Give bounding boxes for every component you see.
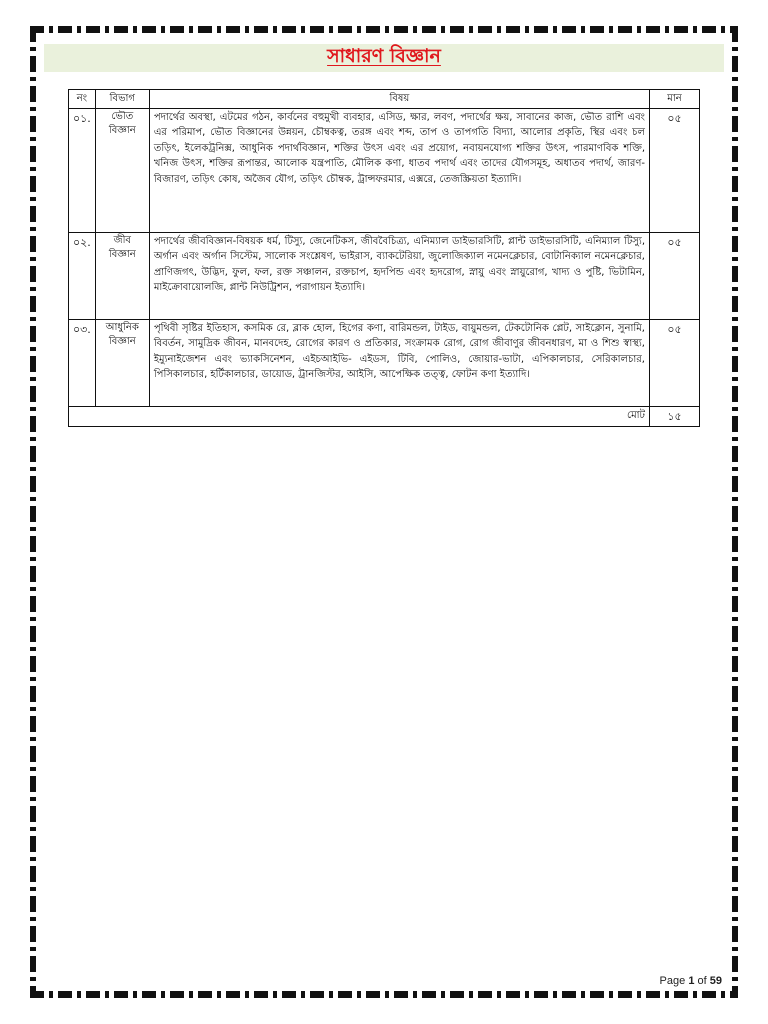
row-marks: ০৫: [650, 108, 700, 232]
row-subject: পদার্থের অবস্থা, এটমের গঠন, কার্বনের বহুমুখী ব্যবহার, এসিড, ক্ষার, লবণ, পদার্থের ক্ষয়, সাবানের কাজ, ভৌত রাশি এবং এর পরিমাপ, ভৌত বিজ্ঞানের উন্নয়ন, চৌম্বকত্ব, তরঙ্গ এবং শব্দ, তাপ ও তাপগতি বিদ্যা, আলোর প্রকৃতি, স্থির এবং চল তড়িৎ, ইলেকট্রনিক্স, আধুনিক পদার্থবিজ্ঞান, শক্তির উৎস এবং এর প্রয়োগ, নবায়নযোগ্য শক্তির উৎস, পারমাণবিক শক্তি, খনিজ উৎস, শক্তির রূপান্তর, আলোক যন্ত্রপাতি, মৌলিক কণা, ধাতব পদার্থ এবং তাদের যৌগসমূহ, অধাতব পদার্থ, জারণ-বিজারণ, তড়িৎ কোষ, অজৈব যৌগ, তড়িৎ চৌম্বক, ট্রান্সফরমার, এক্সরে, তেজস্ক্রিয়তা ইত্যাদি।: [149, 108, 649, 232]
row-marks: ০৫: [650, 319, 700, 406]
row-category: আধুনিক বিজ্ঞান: [95, 319, 149, 406]
title-band: [44, 44, 724, 72]
border-bottom: [30, 991, 738, 998]
table-header-row: [69, 90, 700, 109]
table-row: [69, 232, 700, 319]
border-left: [30, 26, 36, 998]
row-category: ভৌত বিজ্ঞান: [95, 108, 149, 232]
row-number: ০১.: [69, 108, 96, 232]
row-category: জীব বিজ্ঞান: [95, 232, 149, 319]
row-subject: পদার্থের জীববিজ্ঞান-বিষয়ক ধর্ম, টিস্যু, জেনেটিকস, জীববৈচিত্র্য, এনিম্যাল ডাইভারসিটি, প্লান্ট ডাইভারসিটি, এনিম্যাল টিস্যু, অর্গান এবং অর্গান সিস্টেম, সালোক সংশ্লেষণ, ভাইরাস, ব্যাকটেরিয়া, জুলোজিক্যাল নমেনক্লেচার, বোটানিক্যাল নমেনক্লেচার, প্রাণিজগৎ, উদ্ভিদ, ফুল, ফল, রক্ত সঞ্চালন, রক্তচাপ, হৃদপিন্ড এবং হৃদরোগ, স্নায়ু এবং স্নায়ুরোগ, খাদ্য ও পুষ্টি, ভিটামিন, মাইক্রোবায়োলজি, প্লান্ট নিউট্রিশন, পরাগায়ন ইত্যাদি।: [149, 232, 649, 319]
row-subject: পৃথিবী সৃষ্টির ইতিহাস, কসমিক রে, ব্লাক হোল, হিগের কণা, বারিমন্ডল, টাইড, বায়ুমন্ডল, টেকটোনিক প্লেট, সাইক্লোন, সুনামি, বিবর্তন, সামুদ্রিক জীবন, মানবদেহ, রোগের কারণ ও প্রতিকার, সংক্রামক রোগ, রোগ জীবাণুর জীবনধারণ, মা ও শিশু স্বাস্থ্য, ইম্যুনাইজেশন এবং ভ্যাকসিনেশন, এইচআইভি- এইডস, টিবি, পোলিও, জোয়ার-ভাটা, এপিকালচার, সেরিকালচার, পিসিকালচার, হর্টিকালচার, ডায়োড, ট্রানজিস্টর, আইসি, আপেক্ষিক তত্ত্ব, ফোটন কণা ইত্যাদি।: [149, 319, 649, 406]
border-top: [30, 26, 738, 33]
total-row: [69, 406, 700, 426]
page-word: Page: [659, 975, 686, 987]
row-marks: ০৫: [650, 232, 700, 319]
row-number: ০৩.: [69, 319, 96, 406]
total-marks: ১৫: [650, 406, 700, 426]
border-right: [732, 26, 738, 998]
row-number: ০২.: [69, 232, 96, 319]
page-number: [660, 975, 722, 987]
page-current: 1: [688, 975, 695, 987]
page-title: সাধারণ বিজ্ঞান: [327, 45, 441, 67]
header-no: নং: [69, 90, 96, 109]
header-subject: বিষয়: [149, 90, 649, 109]
table-row: [69, 319, 700, 406]
header-marks: মান: [650, 90, 700, 109]
header-category: বিভাগ: [95, 90, 149, 109]
page-of-word: of: [697, 975, 707, 987]
table-row: [69, 108, 700, 232]
page-total: 59: [709, 975, 722, 987]
total-label: মোট: [69, 406, 650, 426]
syllabus-table: [68, 89, 700, 427]
